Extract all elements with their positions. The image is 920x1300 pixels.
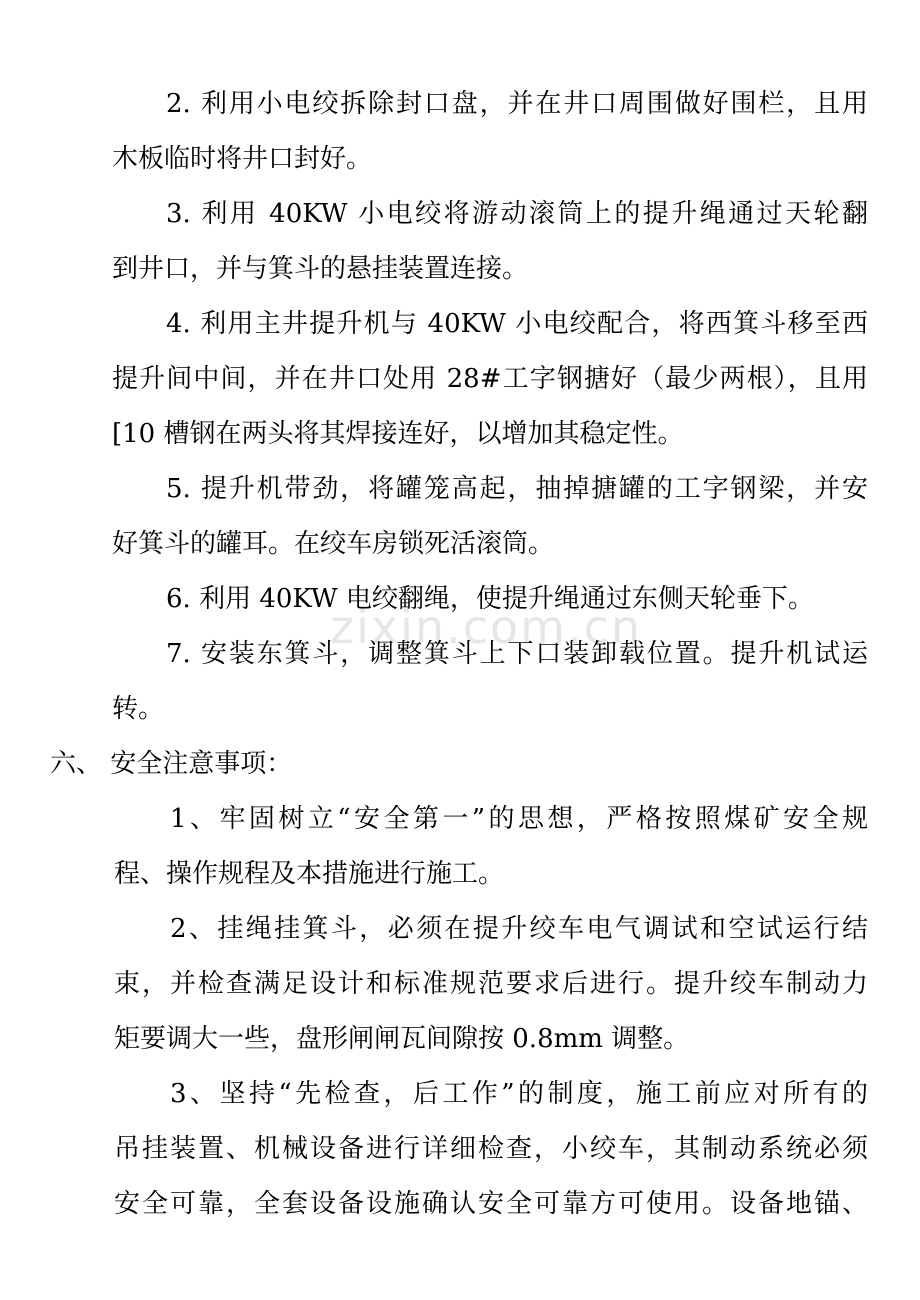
- step-2-line-2: 木板临时将井口封好。: [112, 144, 373, 174]
- safety-1-line-2: 程、操作规程及本措施进行施工。: [114, 859, 505, 889]
- step-4-line-3: [10 槽钢在两头将其焊接连好，以增加其稳定性。: [112, 419, 684, 449]
- step-7-line-2: 转。: [112, 694, 165, 724]
- safety-2-line-2: 束，并检查满足设计和标准规范要求后进行。提升绞车制动力: [114, 969, 868, 999]
- step-7-line-1: 7. 安装东箕斗，调整箕斗上下口装卸载位置。提升机试运: [166, 639, 868, 669]
- safety-3-line-2: 吊挂装置、机械设备进行详细检查，小绞车，其制动系统必须: [114, 1134, 868, 1164]
- safety-1-line-1: 1、牢固树立“安全第一”的思想，严格按照煤矿安全规: [170, 804, 868, 834]
- step-2-line-1: 2. 利用小电绞拆除封口盘，并在井口周围做好围栏，且用: [166, 89, 868, 119]
- step-5-line-1: 5. 提升机带劲，将罐笼高起，抽掉搪罐的工字钢梁，并安: [166, 474, 868, 504]
- step-6-line-1: 6. 利用 40KW 电绞翻绳，使提升绳通过东侧天轮垂下。: [166, 584, 814, 614]
- safety-2-line-3: 矩要调大一些，盘形闸闸瓦间隙按 0.8mm 调整。: [114, 1024, 690, 1054]
- safety-3-line-3: 安全可靠，全套设备设施确认安全可靠方可使用。设备地锚、: [114, 1189, 868, 1219]
- step-5-line-2: 好箕斗的罐耳。在绞车房锁死活滚筒。: [112, 529, 555, 559]
- step-3-line-1: 3. 利用 40KW 小电绞将游动滚筒上的提升绳通过天轮翻: [166, 199, 868, 229]
- step-4-line-2: 提升间中间，并在井口处用 28#工字钢搪好（最少两根），且用: [112, 364, 868, 394]
- section-6-heading: 六、 安全注意事项：: [50, 749, 293, 779]
- watermark: zixin.com.cn: [330, 600, 643, 654]
- step-4-line-1: 4. 利用主井提升机与 40KW 小电绞配合，将西箕斗移至西: [166, 309, 868, 339]
- safety-2-line-1: 2、挂绳挂箕斗，必须在提升绞车电气调试和空试运行结: [170, 914, 868, 944]
- step-3-line-2: 到井口，并与箕斗的悬挂装置连接。: [112, 254, 529, 284]
- safety-3-line-1: 3、坚持“先检查，后工作”的制度，施工前应对所有的: [170, 1079, 868, 1109]
